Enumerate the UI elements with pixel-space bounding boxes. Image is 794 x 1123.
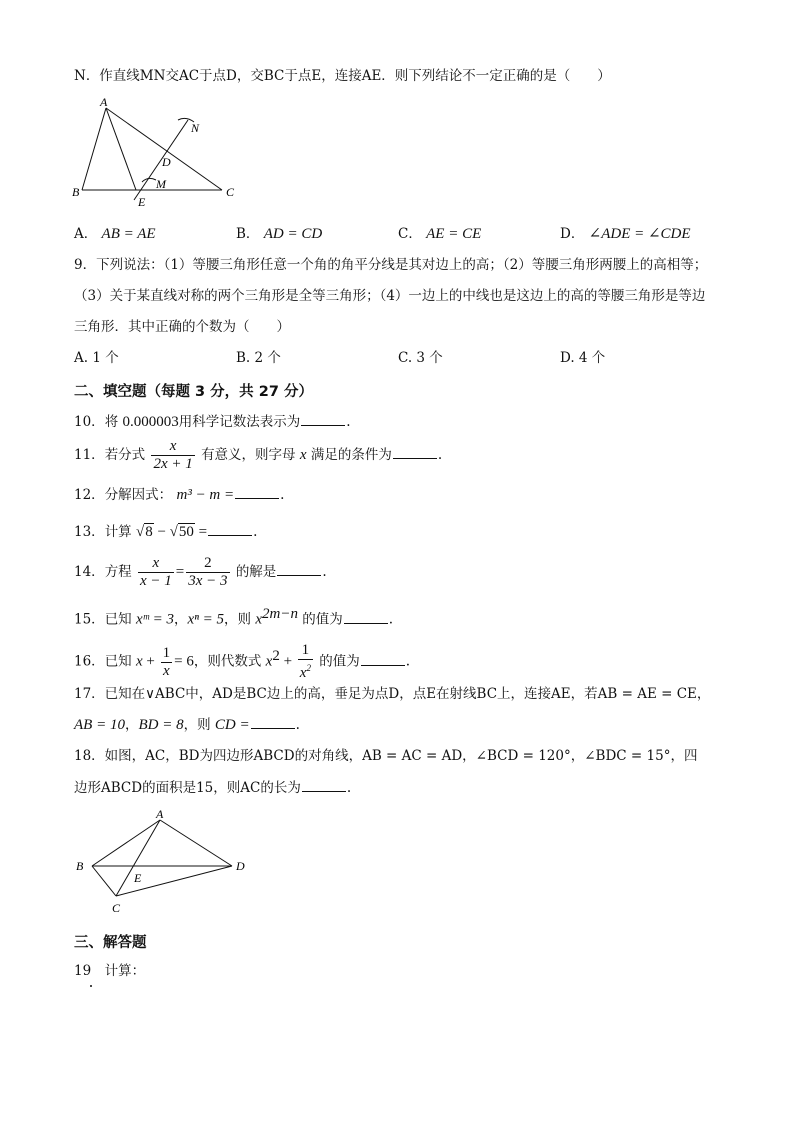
q13-answer-blank — [208, 521, 252, 536]
q17-line2: AB = 10，BD = 8，则 CD = . — [74, 714, 300, 735]
q8-fig-label-e: E — [138, 195, 146, 209]
q18-fig-label-b: B — [76, 859, 84, 873]
q8-fig-label-d: D — [162, 155, 171, 169]
q15: 15．已知 xᵐ = 3，xⁿ = 5，则 $x^{2m-n}$ 的值为 . — [74, 606, 394, 628]
q16: 16．已知 x + $\frac{1}{x}$ = 6，则代数式 $x^2$ + $\frac{1}{x^2}$ 的值为 . — [74, 642, 411, 681]
q9-option-a: A. 1 个 — [74, 350, 119, 366]
q16-answer-blank — [361, 651, 405, 666]
q8-fig-label-n: N — [191, 121, 200, 135]
q15-answer-blank — [344, 609, 388, 624]
section-heading-solutions: 三、解答题 — [74, 935, 147, 951]
q8-option-a: A． AB = AE — [74, 226, 156, 242]
q18-line2: 边形ABCD的面积是15，则AC的长为 . — [74, 777, 351, 798]
q8-fig-label-b: B — [72, 185, 80, 199]
q18-figure — [70, 810, 260, 918]
q18-fig-label-c: C — [112, 901, 121, 915]
q18-answer-blank — [302, 777, 346, 792]
q18-fig-label-e: E — [134, 871, 142, 885]
q9-line3: 三角形．其中正确的个数为（ ） — [74, 319, 290, 335]
q8-option-d: D． ∠ADE = ∠CDE — [560, 226, 691, 242]
q18-fig-label-d: D — [236, 859, 245, 873]
q8-option-b: B． AD = CD — [236, 226, 323, 242]
q9-line2: （3）关于某直线对称的两个三角形是全等三角形；（4）一边上的中线也是这边上的高的等腰三角形是等边 — [74, 288, 706, 304]
q11-answer-blank — [393, 444, 437, 459]
q8-fig-label-a: A — [100, 96, 108, 109]
q12: 12．分解因式： m³ − m = . — [74, 484, 284, 505]
q9-option-b: B. 2 个 — [236, 350, 281, 366]
q14-answer-blank — [277, 561, 321, 576]
stray-dot — [90, 985, 92, 987]
q19: 19 计算： — [74, 963, 146, 979]
section-heading-fill-in: 二、填空题（每题 3 分，共 27 分） — [74, 384, 313, 400]
q13: 13．计算 √8 − √50 = . — [74, 521, 257, 542]
q12-answer-blank — [235, 484, 279, 499]
q8-figure — [70, 96, 250, 212]
q14: 14．方程 $\frac{x}{x - 1}$ = $\frac{2}{3x - 3}$ 的解是 . — [74, 555, 327, 589]
q11: 11．若分式 $\frac{x}{2x + 1}$ 有意义，则字母 x 满足的条件为 . — [74, 438, 443, 472]
q9-option-c: C. 3 个 — [398, 350, 443, 366]
q8-fig-label-m: M — [156, 177, 166, 191]
q10: 10．将 0.000003用科学记数法表示为 . — [74, 411, 351, 432]
q10-answer-blank — [301, 411, 345, 426]
q18-fig-label-a: A — [156, 810, 164, 821]
q17-line1: 17．已知在∨ABC中，AD是BC边上的高，垂足为点D，点E在射线BC上，连接AE，若AB = AE = CE， — [74, 686, 711, 702]
q9-option-d: D. 4 个 — [560, 350, 606, 366]
q8-fig-label-c: C — [226, 185, 235, 199]
q9-line1: 9．下列说法：（1）等腰三角形任意一个角的角平分线是其对边上的高；（2）等腰三角形两腰上的高相等； — [74, 257, 708, 273]
q17-answer-blank — [251, 714, 295, 729]
q8-option-c: C． AE = CE — [398, 226, 482, 242]
q8-stem: N．作直线MN交AC于点D，交BC于点E，连接AE．则下列结论不一定正确的是（ ） — [74, 68, 611, 84]
q18-line1: 18．如图，AC，BD为四边形ABCD的对角线，AB = AC = AD，∠BCD = 120°，∠BDC = 15°，四 — [74, 748, 698, 764]
